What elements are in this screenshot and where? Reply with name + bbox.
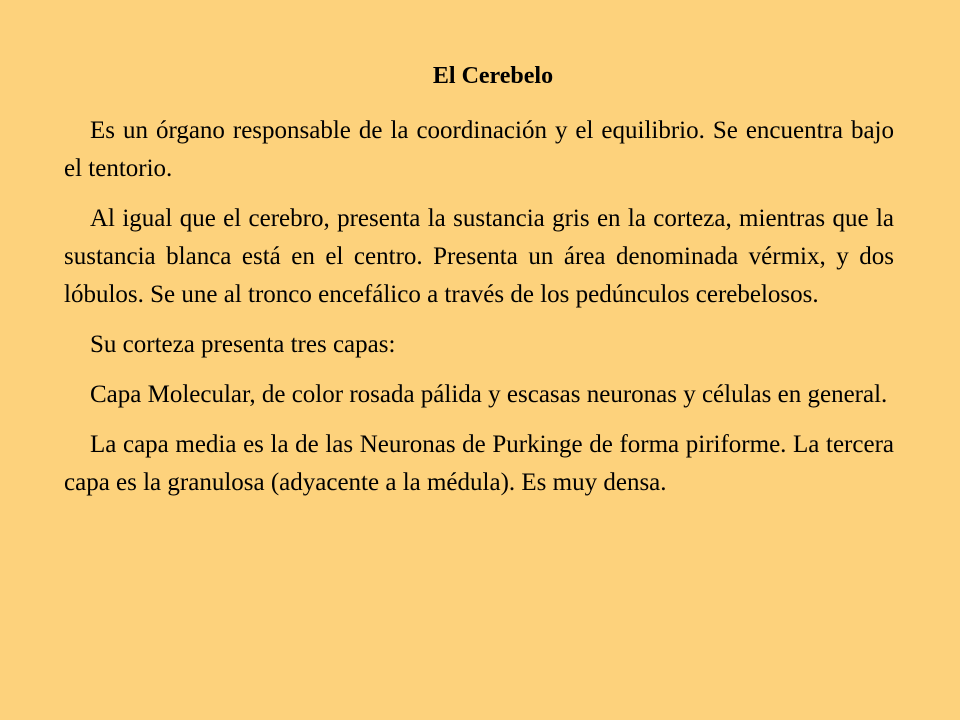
- paragraph-layers-intro: Su corteza presenta tres capas:: [90, 331, 396, 358]
- slide-title: El Cerebelo: [432, 63, 554, 89]
- paragraph-molecular-layer: Capa Molecular, de color rosada pálida y escasas neuronas y células en general.: [90, 381, 888, 408]
- paragraph-definition: Es un órgano responsable de la coordinación y el equilibrio. Se encuentra bajo el tentorio.: [64, 117, 894, 182]
- slide-body: [64, 112, 894, 514]
- paragraph-structure: Al igual que el cerebro, presenta la sustancia gris en la corteza, mientras que la sustancia blanca está en el centro. Presenta un área denominada vérmix, y dos lóbulos. Se une al tronco encefálico a través de los pedúnculos cerebelosos.: [64, 205, 894, 308]
- paragraph-purkinje-granular: La capa media es la de las Neuronas de Purkinge de forma piriforme. La tercera capa es la granulosa (adyacente a la médula). Es muy densa.: [64, 431, 894, 496]
